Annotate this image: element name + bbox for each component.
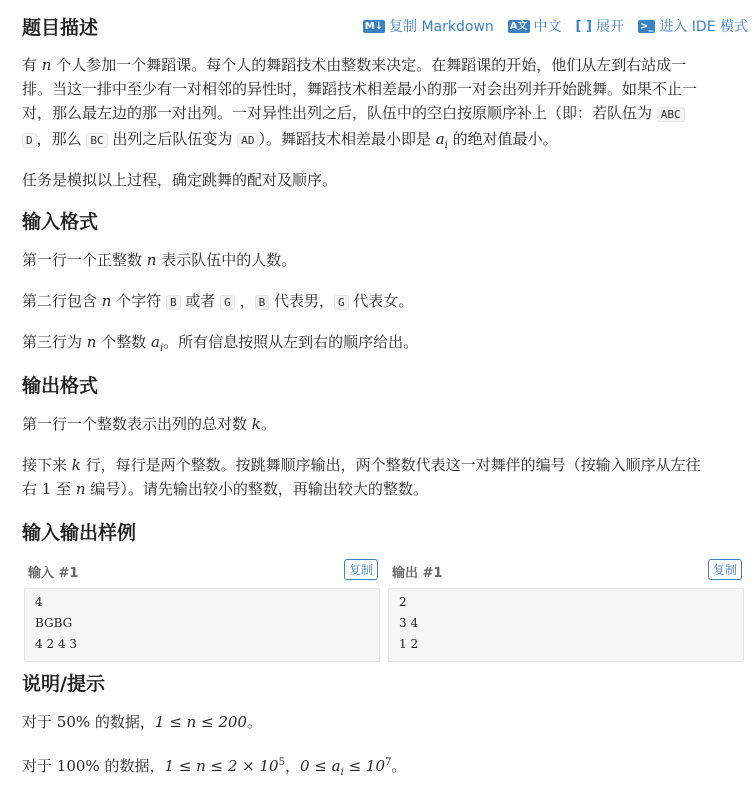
inline-code: AD bbox=[237, 133, 258, 148]
inline-code: G bbox=[220, 295, 235, 310]
code-line: 1 2 bbox=[399, 637, 419, 651]
input-line-2: 第二行包含 n 个字符 B 或者 G ， B 代表男， G 代表女。 bbox=[22, 292, 414, 310]
input-format-heading: 输入格式 bbox=[22, 211, 99, 233]
code-line: 4 2 4 3 bbox=[35, 637, 77, 651]
code-line: 2 bbox=[399, 595, 407, 609]
toolbar bbox=[363, 16, 748, 36]
language-label: 中文 bbox=[533, 19, 562, 35]
ide-mode-button[interactable] bbox=[638, 16, 748, 36]
input-line-1: 第一行一个正整数 n 表示队伍中的人数。 bbox=[22, 251, 297, 269]
output-format-heading: 输出格式 bbox=[22, 375, 99, 397]
inline-code: G bbox=[334, 295, 349, 310]
sample-output-label: 输出 #1 bbox=[392, 566, 443, 581]
terminal-icon: >_ bbox=[639, 20, 654, 32]
copy-output-button[interactable]: 复制 bbox=[708, 559, 742, 580]
ide-mode-label: 进入 IDE 模式 bbox=[659, 19, 748, 35]
translate-icon: A文 bbox=[509, 20, 528, 32]
inline-code: ABC bbox=[657, 107, 685, 122]
copy-input-button[interactable]: 复制 bbox=[344, 559, 378, 580]
input-line-3: 第三行为 n 个整数 $a_i$。所有信息按照从左到右的顺序给出。 bbox=[22, 333, 419, 354]
sample-input bbox=[24, 558, 380, 651]
problem-header bbox=[22, 13, 750, 39]
copy-markdown-button[interactable] bbox=[363, 16, 494, 36]
samples-section bbox=[22, 558, 750, 664]
code-line: 3 4 bbox=[399, 616, 419, 630]
sample-input-code bbox=[24, 588, 380, 662]
samples-heading: 输入输出样例 bbox=[22, 522, 137, 544]
description-paragraph: 有 n 个人参加一个舞蹈课。每个人的舞蹈技术由整数来决定。在舞蹈课的开始，他们从左到右站成一 排。当这一排中至少有一对相邻的异性时，舞蹈技术相差最小的那一对会出列并开始跳舞。如果不止一 对，那么最左边的那一对出列。一对异性出列之后，队伍中的空白按原顺序补上（即：若队伍为 ABC D ，那么 BC 出列之后队伍变为 AD ）。舞蹈技术相差最小即是 $a_i$ 的绝对值最小。 bbox=[22, 56, 698, 151]
page-title: 题目描述 bbox=[22, 17, 99, 39]
hint-heading: 说明/提示 bbox=[22, 673, 105, 695]
hint-line-1: 对于 50% 的数据，1 ≤ n ≤ 200。 bbox=[22, 713, 262, 731]
markdown-icon: M↓ bbox=[364, 20, 384, 32]
language-button[interactable] bbox=[508, 16, 562, 36]
sample-output bbox=[388, 558, 744, 651]
inline-code: BC bbox=[86, 133, 107, 148]
hint-line-2: 对于 100% 的数据，$1 \le n \le 2 \times 10^5$，$0 \le a_i \le 10^7$。 bbox=[22, 757, 407, 778]
output-line-1: 第一行一个整数表示出列的总对数 k。 bbox=[22, 415, 276, 433]
sample-input-label: 输入 #1 bbox=[28, 566, 79, 581]
inline-code: D bbox=[22, 133, 37, 148]
expand-button[interactable] bbox=[576, 16, 624, 36]
description-task: 任务是模拟以上过程，确定跳舞的配对及顺序。 bbox=[22, 171, 338, 189]
code-line: 4 bbox=[35, 595, 43, 609]
code-line: BGBG bbox=[35, 616, 73, 630]
copy-markdown-label: 复制 Markdown bbox=[389, 19, 494, 35]
expand-label: 展开 bbox=[595, 19, 624, 35]
expand-icon: [ ] bbox=[575, 18, 592, 34]
inline-code: B bbox=[255, 295, 270, 310]
output-line-2: 接下来 k 行，每行是两个整数。按跳舞顺序输出，两个整数代表这一对舞伴的编号（按输入顺序从左往 右 1 至 n 编号）。请先输出较小的整数，再输出较大的整数。 bbox=[22, 456, 701, 498]
inline-code: B bbox=[166, 295, 181, 310]
sample-output-code bbox=[388, 588, 744, 662]
